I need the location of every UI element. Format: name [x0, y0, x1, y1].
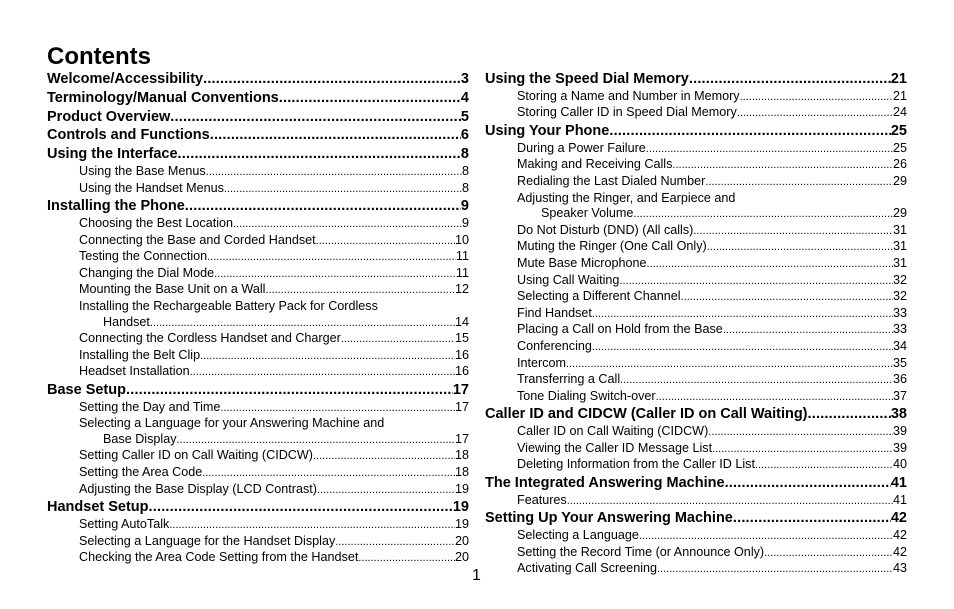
dot-leader — [764, 546, 893, 562]
toc-subsection-entry[interactable] — [485, 441, 907, 458]
toc-entry-label: Caller ID and CIDCW (Caller ID on Call Waiting) — [485, 406, 808, 423]
toc-section-entry[interactable] — [485, 509, 907, 528]
dot-leader — [755, 458, 893, 474]
dot-leader — [723, 323, 893, 339]
toc-page-number: 11 — [455, 249, 469, 264]
toc-entry-label: Setting Up Your Answering Machine — [485, 510, 733, 527]
dot-leader — [567, 494, 893, 510]
toc-page-number: 31 — [892, 222, 907, 237]
toc-subsection-entry[interactable] — [47, 550, 469, 567]
dot-leader — [206, 165, 462, 181]
toc-entry-label: Transferring a Call — [517, 372, 621, 387]
toc-page-number: 39 — [892, 440, 907, 455]
toc-entry-label: Base Setup — [47, 381, 126, 398]
toc-entry-label: Setting Caller ID on Call Waiting (CIDCW) — [79, 448, 313, 463]
toc-subsection-entry[interactable] — [485, 105, 907, 122]
toc-entry-label: Conferencing — [517, 338, 592, 353]
dot-leader — [341, 332, 455, 348]
dot-leader — [633, 207, 893, 223]
toc-entry-label: Selecting a Different Channel — [517, 289, 681, 304]
toc-page-number: 4 — [460, 89, 469, 106]
toc-subsection-entry[interactable] — [485, 389, 907, 406]
toc-subsection-entry[interactable] — [47, 233, 469, 250]
toc-subsection-entry[interactable] — [47, 282, 469, 299]
toc-subsection-entry[interactable] — [485, 356, 907, 373]
toc-entry-label: The Integrated Answering Machine — [485, 474, 725, 491]
toc-entry-label: Tone Dialing Switch-over — [517, 388, 656, 403]
toc-entry-label: Installing the Phone — [47, 198, 185, 215]
dot-leader — [185, 197, 461, 216]
toc-entry-label: Setting the Day and Time — [79, 399, 221, 414]
toc-entry-label: Caller ID on Call Waiting (CIDCW) — [517, 424, 709, 439]
toc-subsection-entry[interactable] — [47, 266, 469, 283]
toc-subsection-entry[interactable] — [485, 372, 907, 389]
toc-section-entry[interactable] — [47, 498, 469, 517]
dot-leader — [708, 425, 893, 441]
toc-entry-label: Controls and Functions — [47, 127, 210, 144]
dot-leader — [210, 126, 461, 145]
toc-entry-label: Mute Base Microphone — [517, 255, 647, 270]
toc-entry-label: Connecting the Base and Corded Handset — [79, 232, 316, 247]
toc-entry-label: Features — [517, 492, 567, 507]
dot-leader — [647, 257, 893, 273]
toc-page-number: 21 — [892, 88, 907, 103]
toc-page-number: 31 — [892, 255, 907, 270]
toc-left-column — [47, 70, 469, 567]
toc-page-number: 34 — [892, 338, 907, 353]
toc-section-entry[interactable] — [47, 70, 469, 89]
dot-leader — [592, 307, 893, 323]
toc-page-number: 18 — [454, 465, 469, 480]
toc-subsection-entry[interactable] — [47, 448, 469, 465]
toc-page-number: 17 — [454, 431, 469, 446]
toc-page-number: 39 — [892, 424, 907, 439]
dot-leader — [313, 449, 455, 465]
dot-leader — [672, 158, 893, 174]
dot-leader — [592, 340, 893, 356]
dot-leader — [202, 466, 455, 482]
toc-entry-label: Viewing the Caller ID Message List — [517, 440, 713, 455]
toc-page-number: 20 — [454, 533, 469, 548]
toc-section-entry[interactable] — [485, 70, 907, 89]
toc-entry-label: Storing Caller ID in Speed Dial Memory — [517, 105, 737, 120]
dot-leader — [725, 474, 891, 493]
dot-leader — [681, 290, 893, 306]
toc-subsection-entry[interactable] — [47, 534, 469, 551]
toc-subsection-entry[interactable] — [485, 157, 907, 174]
dot-leader — [317, 483, 455, 499]
dot-leader — [224, 182, 462, 198]
toc-entry-label: Handset — [103, 314, 150, 329]
toc-entry-label: Product Overview — [47, 108, 171, 125]
toc-entry-label: Choosing the Best Location — [79, 215, 234, 230]
toc-section-entry[interactable] — [47, 381, 469, 400]
toc-subsection-entry[interactable] — [485, 141, 907, 158]
toc-entry-label: Setting AutoTalk — [79, 517, 170, 532]
dot-leader — [656, 390, 893, 406]
dot-leader — [657, 562, 893, 578]
toc-page-number: 16 — [454, 364, 469, 379]
toc-subsection-entry[interactable] — [485, 273, 907, 290]
toc-page-number: 43 — [892, 561, 907, 576]
toc-subsection-entry[interactable] — [485, 339, 907, 356]
toc-subsection-entry[interactable] — [485, 256, 907, 273]
toc-page-number: 19 — [454, 517, 469, 532]
dot-leader — [207, 250, 456, 266]
toc-subsection-label-line: Selecting a Language for your Answering Machine and — [79, 416, 385, 431]
toc-entry-label: Connecting the Cordless Handset and Charger — [79, 331, 341, 346]
toc-entry-label: Testing the Connection — [79, 249, 208, 264]
toc-page-number: 33 — [892, 305, 907, 320]
toc-entry-label: Speaker Volume — [541, 206, 634, 221]
toc-section-entry[interactable] — [47, 145, 469, 164]
dot-leader — [619, 274, 893, 290]
toc-page-number: 16 — [454, 347, 469, 362]
toc-subsection-entry[interactable] — [47, 249, 469, 266]
toc-page-number: 6 — [460, 127, 469, 144]
dot-leader — [214, 267, 456, 283]
dot-leader — [220, 401, 455, 417]
toc-entry-label: Adjusting the Base Display (LCD Contrast) — [79, 481, 317, 496]
toc-page-number: 8 — [461, 163, 469, 178]
dot-leader — [233, 217, 462, 233]
dot-leader — [200, 349, 455, 365]
toc-entry-label: Storing a Name and Number in Memory — [517, 88, 740, 103]
toc-entry-label: Handset Setup — [47, 499, 149, 516]
toc-entry-label: Mounting the Base Unit on a Wall — [79, 282, 266, 297]
toc-page-number: 24 — [892, 105, 907, 120]
toc-entry-label: Selecting a Language — [517, 528, 639, 543]
dot-leader — [808, 405, 891, 424]
toc-entry-label: Installing the Belt Clip — [79, 347, 201, 362]
toc-subsection-entry[interactable] — [47, 348, 469, 365]
dot-leader — [620, 373, 893, 389]
toc-entry-label: Headset Installation — [79, 364, 190, 379]
toc-subsection-entry[interactable] — [485, 528, 907, 545]
dot-leader — [740, 90, 893, 106]
toc-subsection-entry[interactable] — [485, 322, 907, 339]
dot-leader — [149, 498, 453, 517]
toc-page-number: 15 — [454, 331, 469, 346]
dot-leader — [707, 240, 893, 256]
dot-leader — [646, 142, 893, 158]
toc-page-number: 8 — [460, 146, 469, 163]
toc-entry-label: Using the Handset Menus — [79, 180, 224, 195]
toc-page-number: 17 — [454, 399, 469, 414]
toc-entry-label: Redialing the Last Dialed Number — [517, 173, 706, 188]
toc-page-number: 29 — [892, 206, 907, 221]
toc-entry-label: Activating Call Screening — [517, 561, 658, 576]
toc-page-number: 40 — [892, 457, 907, 472]
dot-leader — [169, 518, 455, 534]
toc-entry-label: Using the Speed Dial Memory — [485, 71, 689, 87]
toc-page-number: 14 — [454, 314, 469, 329]
toc-entry-label: Terminology/Manual Conventions — [47, 89, 279, 106]
toc-subsection-entry[interactable] — [485, 424, 907, 441]
toc-page-number: 19 — [452, 499, 469, 516]
dot-leader — [177, 433, 455, 449]
toc-entry-label: Selecting a Language for the Handset Display — [79, 533, 336, 548]
toc-section-entry[interactable] — [47, 89, 469, 108]
toc-page-number: 42 — [892, 544, 907, 559]
toc-page-number: 25 — [890, 122, 907, 139]
dot-leader — [705, 175, 893, 191]
toc-page-number: 38 — [890, 406, 907, 423]
toc-entry-label: Deleting Information from the Caller ID List — [517, 457, 755, 472]
toc-subsection-entry[interactable] — [485, 457, 907, 474]
dot-leader — [693, 224, 893, 240]
toc-entry-label: Intercom — [517, 355, 566, 370]
page-number: 1 — [472, 567, 481, 584]
toc-page-number: 21 — [890, 71, 907, 87]
dot-leader — [178, 145, 461, 164]
toc-page-number: 3 — [460, 71, 469, 87]
toc-subsection-entry[interactable] — [485, 206, 907, 223]
toc-subsection-entry[interactable] — [47, 315, 469, 332]
toc-right-column — [485, 70, 907, 578]
toc-section-entry[interactable] — [485, 405, 907, 424]
toc-page-number: 33 — [892, 322, 907, 337]
toc-page-number: 26 — [892, 157, 907, 172]
page-title: Contents — [47, 43, 151, 70]
toc-subsection-entry[interactable] — [47, 465, 469, 482]
dot-leader — [712, 442, 893, 458]
toc-page-number: 29 — [892, 173, 907, 188]
dot-leader — [737, 106, 893, 122]
toc-subsection-entry[interactable] — [47, 400, 469, 417]
toc-page-number: 5 — [460, 108, 469, 125]
toc-entry-label: During a Power Failure — [517, 140, 646, 155]
toc-subsection-entry[interactable] — [47, 364, 469, 381]
toc-entry-label: Welcome/Accessibility — [47, 71, 204, 87]
toc-page-number: 12 — [454, 282, 469, 297]
toc-entry-label: Using Your Phone — [485, 122, 610, 139]
dot-leader — [190, 365, 455, 381]
toc-page-number: 10 — [454, 232, 469, 247]
dot-leader — [279, 89, 461, 108]
toc-entry-label: Base Display — [103, 431, 177, 446]
toc-entry-label: Find Handset — [517, 305, 592, 320]
dot-leader — [265, 283, 455, 299]
toc-entry-label: Setting the Record Time (or Announce Only) — [517, 544, 765, 559]
dot-leader — [689, 70, 891, 89]
toc-entry-label: Do Not Disturb (DND) (All calls) — [517, 222, 694, 237]
toc-page-number: 36 — [892, 372, 907, 387]
toc-page-number: 31 — [892, 239, 907, 254]
toc-subsection-entry[interactable] — [47, 181, 469, 198]
dot-leader — [733, 509, 891, 528]
toc-entry-label: Placing a Call on Hold from the Base — [517, 322, 723, 337]
toc-subsection-label-line: Adjusting the Ringer, and Earpiece and — [517, 190, 736, 205]
toc-page-number: 20 — [454, 550, 469, 565]
toc-page-number: 41 — [892, 492, 907, 507]
toc-page-number: 18 — [454, 448, 469, 463]
toc-page-number: 8 — [461, 180, 469, 195]
dot-leader — [170, 108, 461, 127]
dot-leader — [126, 381, 453, 400]
toc-page-number: 25 — [892, 140, 907, 155]
toc-subsection-entry[interactable] — [485, 545, 907, 562]
toc-subsection-entry[interactable] — [485, 289, 907, 306]
toc-subsection-label-line: Installing the Rechargeable Battery Pack for Cordless — [79, 298, 378, 313]
toc-subsection-entry[interactable] — [485, 174, 907, 191]
toc-page-number: 19 — [454, 481, 469, 496]
toc-entry-label: Changing the Dial Mode — [79, 265, 215, 280]
toc-page-number: 9 — [460, 198, 469, 215]
toc-section-entry[interactable] — [47, 126, 469, 145]
toc-subsection-entry[interactable] — [485, 306, 907, 323]
toc-entry-label: Making and Receiving Calls — [517, 157, 673, 172]
toc-subsection-entry[interactable] — [47, 432, 469, 449]
toc-page-number: 32 — [892, 272, 907, 287]
toc-section-entry[interactable] — [47, 108, 469, 127]
toc-subsection-entry[interactable] — [485, 561, 907, 578]
toc-page-number: 42 — [890, 510, 907, 527]
toc-subsection-entry[interactable] — [47, 216, 469, 233]
toc-subsection-entry[interactable] — [47, 482, 469, 499]
toc-entry-label: Muting the Ringer (One Call Only) — [517, 239, 707, 254]
dot-leader — [358, 551, 455, 567]
toc-page-number: 41 — [890, 474, 907, 491]
toc-section-entry[interactable] — [485, 122, 907, 141]
dot-leader — [335, 535, 455, 551]
toc-page-number: 37 — [892, 388, 907, 403]
toc-entry-label: Using Call Waiting — [517, 272, 620, 287]
toc-section-entry[interactable] — [47, 197, 469, 216]
toc-entry-label: Using the Base Menus — [79, 163, 206, 178]
toc-page-number: 11 — [455, 265, 469, 280]
toc-entry-label: Using the Interface — [47, 146, 178, 163]
toc-section-entry[interactable] — [485, 474, 907, 493]
toc-subsection-entry[interactable] — [485, 89, 907, 106]
toc-subsection-entry[interactable] — [47, 517, 469, 534]
dot-leader — [609, 122, 891, 141]
toc-subsection-entry[interactable] — [47, 164, 469, 181]
dot-leader — [150, 316, 455, 332]
dot-leader — [566, 357, 893, 373]
dot-leader — [316, 234, 455, 250]
toc-subsection-entry[interactable] — [485, 493, 907, 510]
toc-page-number: 35 — [892, 355, 907, 370]
toc-subsection-entry[interactable] — [485, 223, 907, 240]
toc-page-number: 42 — [892, 528, 907, 543]
toc-subsection-entry[interactable] — [485, 239, 907, 256]
dot-leader — [203, 70, 461, 89]
dot-leader — [639, 529, 893, 545]
toc-entry-label: Setting the Area Code — [79, 465, 203, 480]
toc-page-number: 17 — [452, 381, 469, 398]
toc-entry-label: Checking the Area Code Setting from the Handset — [79, 550, 359, 565]
toc-page-number: 32 — [892, 289, 907, 304]
toc-subsection-entry[interactable] — [47, 331, 469, 348]
toc-page-number: 9 — [461, 215, 469, 230]
